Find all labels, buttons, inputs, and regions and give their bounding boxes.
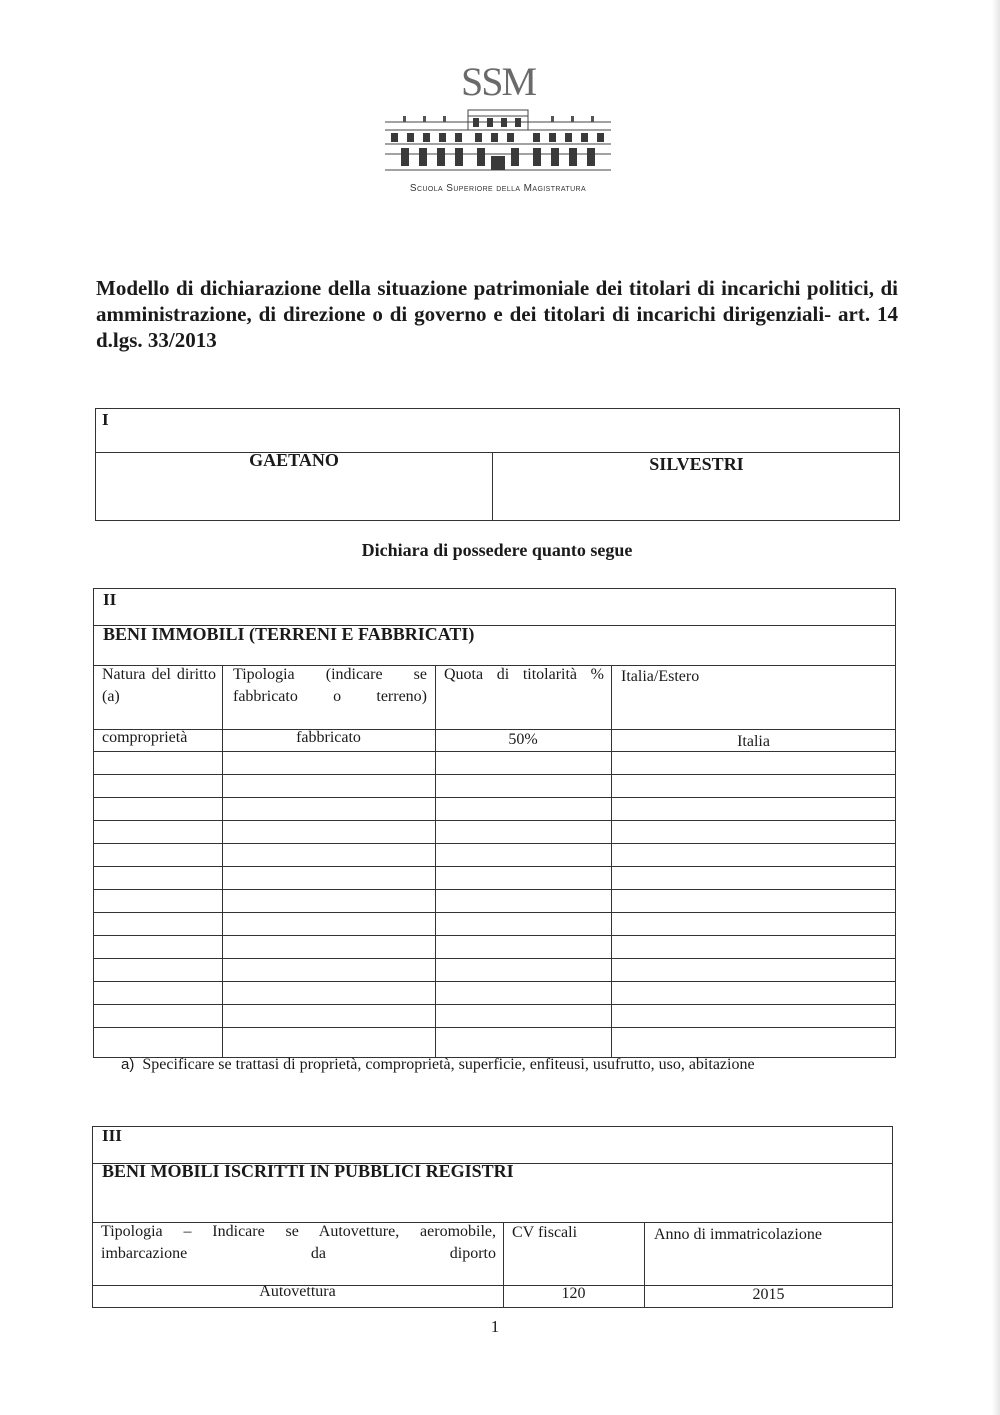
section-1-number: I xyxy=(102,410,109,429)
section-3-heading: BENI MOBILI ISCRITTI IN PUBBLICI REGISTRI xyxy=(102,1161,514,1181)
cell-tipologia: fabbricato xyxy=(296,729,361,746)
header-tipologia: Tipologia (indicare se fabbricato o terreno) xyxy=(233,666,427,705)
header-tipologia-mobili: Tipologia – Indicare se Autovetture, aeromobile, imbarcazione da diporto xyxy=(101,1223,496,1262)
section-3-number: III xyxy=(102,1126,122,1145)
footnote-mark: a) xyxy=(121,1056,135,1073)
footnote-text: Specificare se trattasi di proprietà, comproprietà, superficie, enfiteusi, usufrutto, uso, abitazione xyxy=(142,1056,755,1073)
row-line-2 xyxy=(93,751,896,752)
cell-tipologia-mobile: Autovettura xyxy=(259,1283,336,1300)
row-line-14 xyxy=(93,1027,896,1028)
last-name: SILVESTRI xyxy=(649,454,744,474)
page-number: 1 xyxy=(490,1317,500,1336)
row-line-9 xyxy=(93,912,896,913)
section-2-heading: BENI IMMOBILI (TERRENI E FABBRICATI) xyxy=(103,624,475,644)
row-line-1 xyxy=(93,729,896,730)
logo-mark: SSM xyxy=(460,59,536,104)
header-natura-diritto: Natura del diritto (a) xyxy=(102,666,216,705)
ssm-logo xyxy=(378,59,618,194)
document-title: Modello di dichiarazione della situazione patrimoniale dei titolari di incarichi politici, di amministrazione, di direzione o di governo e dei titolari di incarichi dirigenziali- art. 14 d.lgs. 33/2013 xyxy=(96,276,898,352)
col-divider-2 xyxy=(435,665,436,1058)
footnote xyxy=(121,1056,755,1074)
row-line-6 xyxy=(93,843,896,844)
row-line-7 xyxy=(93,866,896,867)
row-line-12 xyxy=(93,981,896,982)
row-line-10 xyxy=(93,935,896,936)
cell-anno: 2015 xyxy=(752,1286,785,1303)
cell-italia-estero: Italia xyxy=(737,733,770,750)
header-cv-fiscali: CV fiscali xyxy=(512,1224,578,1241)
building-icon xyxy=(383,108,613,176)
logo-name: Scuola Superiore della Magistratura xyxy=(409,183,587,194)
cell-quota: 50% xyxy=(508,731,538,748)
section-3-box xyxy=(92,1126,893,1308)
row-line-3 xyxy=(93,774,896,775)
first-name: GAETANO xyxy=(249,450,339,470)
header-quota: Quota di titolarità % xyxy=(444,666,604,683)
header-anno-immatricolazione: Anno di immatricolazione xyxy=(654,1226,822,1243)
cell-cv-fiscali: 120 xyxy=(561,1285,586,1302)
row-line-8 xyxy=(93,889,896,890)
row-line-11 xyxy=(93,958,896,959)
row-line-4 xyxy=(93,797,896,798)
section-2-box xyxy=(93,588,896,1058)
col-divider-1 xyxy=(222,665,223,1058)
scan-edge xyxy=(992,0,1000,1415)
declaration-text: Dichiara di possedere quanto segue xyxy=(361,540,633,560)
section-2-number: II xyxy=(103,590,117,609)
cell-natura: comproprietà xyxy=(102,729,188,746)
col-divider-3 xyxy=(611,665,612,1058)
header-italia-estero: Italia/Estero xyxy=(621,668,700,685)
row-line-5 xyxy=(93,820,896,821)
row-line-13 xyxy=(93,1004,896,1005)
